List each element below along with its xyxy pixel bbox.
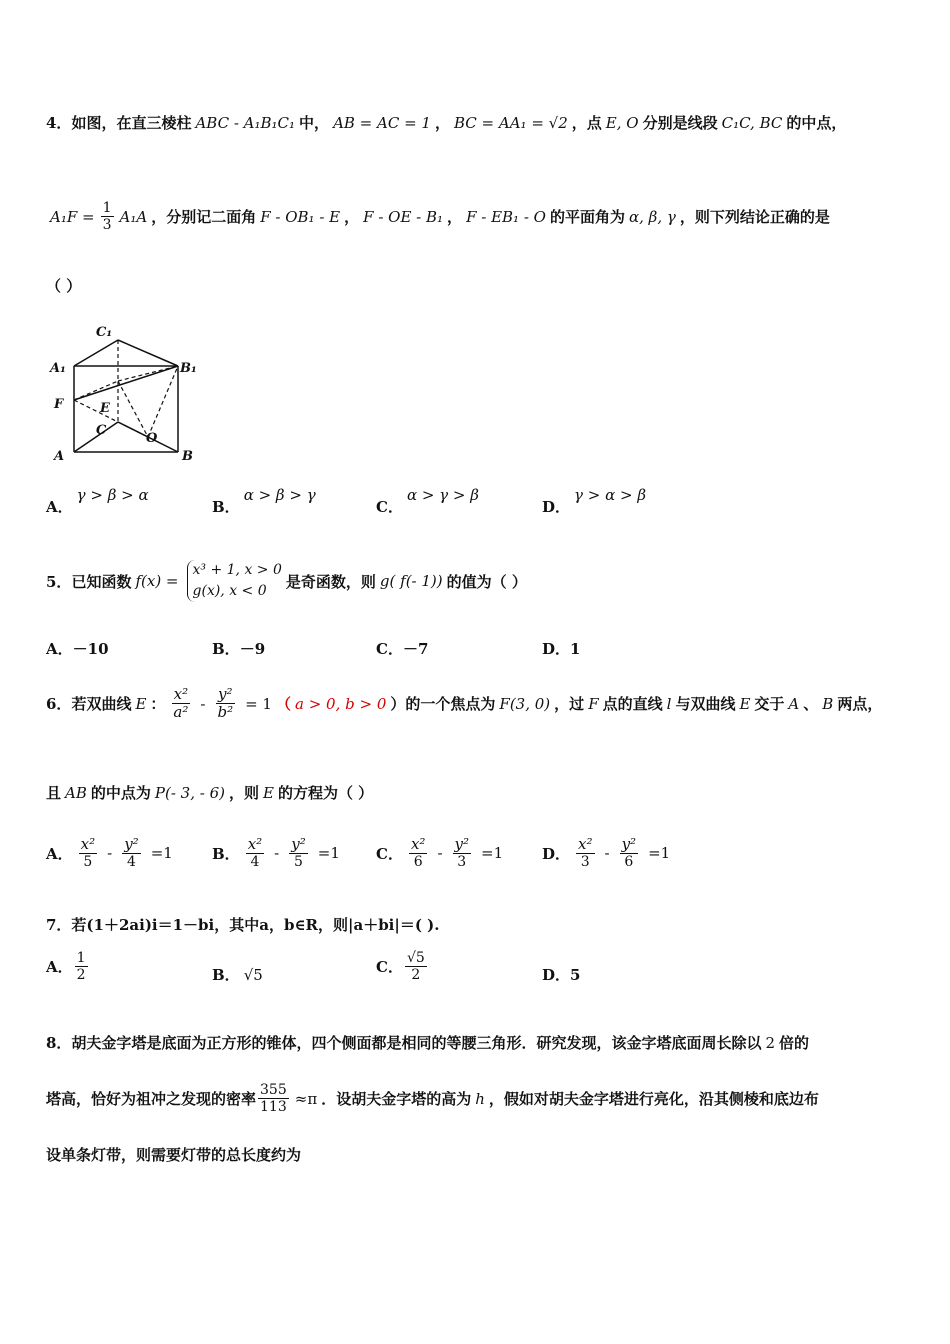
- prism-figure: [40, 316, 210, 466]
- label-c1: C₁: [96, 325, 113, 340]
- q6-text: 的中点为: [90, 784, 151, 802]
- q4-text: 分别是线段: [642, 114, 718, 132]
- option-text: －10: [72, 640, 109, 658]
- q8-text: 设单条灯带，则需要灯带的总长度约为: [46, 1146, 302, 1164]
- option-rhs: =1: [481, 844, 504, 863]
- q8-text: 8．胡夫金字塔是底面为正方形的锥体，四个侧面都是相同的等腰三角形．研究发现，该金字塔底面周长除以: [46, 1034, 762, 1052]
- fraction-numerator: x²: [247, 835, 263, 853]
- option-label: B．: [212, 844, 240, 863]
- q4-text: 中，: [299, 114, 330, 132]
- q5-options: [46, 638, 910, 658]
- q6-number: 6．: [46, 695, 72, 714]
- fraction-denominator: 3: [102, 217, 112, 234]
- option-label: D．: [542, 966, 571, 984]
- fraction-numerator: y²: [124, 835, 139, 853]
- q6-symbol: A: [788, 694, 800, 713]
- q5-line: [46, 560, 910, 602]
- edge-c1b1: [118, 340, 178, 366]
- answer-paren: （ ）: [46, 277, 82, 295]
- label-b1: B₁: [180, 361, 197, 376]
- q5-text: 是奇函数，则: [285, 572, 376, 591]
- option-rhs: =1: [648, 844, 671, 863]
- q4-vector-lhs: A₁F =: [50, 207, 95, 226]
- option-a[interactable]: [46, 836, 177, 870]
- q4-points: E, O: [605, 113, 639, 132]
- q6-line2: [46, 782, 910, 803]
- option-label: B．: [212, 966, 240, 984]
- q6-text: 交于: [754, 695, 785, 714]
- option-text: 1: [570, 639, 581, 658]
- option-label: A．: [46, 958, 73, 977]
- q8-line2: [46, 1082, 910, 1115]
- option-text: －9: [239, 640, 266, 658]
- q6-equals: = 1: [245, 694, 272, 713]
- q4-text: 如图，在直三棱柱: [71, 114, 192, 132]
- minus-sign: -: [107, 844, 113, 863]
- option-label: A．: [46, 640, 73, 658]
- q4-text: 的中点，: [786, 114, 847, 132]
- fraction-numerator: x²: [173, 685, 189, 703]
- option-text: √5: [243, 965, 263, 984]
- q6-paren: （: [275, 695, 291, 714]
- q6-paren: ）: [390, 695, 406, 714]
- fraction-numerator: √5: [406, 950, 425, 966]
- q6-text: 两点，: [837, 695, 883, 714]
- q8-approx: ≈π: [294, 1089, 318, 1108]
- q8-line3: [46, 1144, 910, 1165]
- option-a[interactable]: [46, 638, 109, 659]
- q4-text: ，: [344, 208, 360, 227]
- option-label: D．: [542, 640, 571, 658]
- option-rhs: =1: [317, 844, 340, 863]
- fraction-denominator: 4: [250, 854, 260, 871]
- q6-fraction-x: [167, 686, 194, 722]
- q5-text: 的值为（ ）: [446, 572, 527, 591]
- option-label: D．: [542, 844, 571, 863]
- q4-dihedral-3: F - EB₁ - O: [466, 207, 546, 226]
- q5-number: 5．: [46, 572, 72, 591]
- q6-text: ，则: [228, 784, 259, 802]
- segment-fe: [74, 381, 118, 400]
- option-label: B．: [212, 640, 240, 658]
- label-a: A: [54, 449, 65, 464]
- q6-line1: [46, 686, 910, 722]
- q6-symbol: E: [263, 783, 274, 802]
- q6-focus: F(3, 0): [499, 694, 551, 713]
- fraction-denominator: 3: [580, 854, 590, 871]
- q4-answer-paren: [46, 275, 910, 296]
- fraction-numerator: 1: [76, 950, 86, 966]
- label-b: B: [182, 449, 193, 464]
- q7-options: [46, 950, 910, 996]
- q4-dihedral-2: F - OE - B₁: [363, 207, 444, 226]
- label-c: C: [96, 423, 107, 438]
- option-label: C．: [376, 498, 403, 516]
- fraction-denominator: 4: [126, 854, 136, 871]
- option-d[interactable]: [542, 964, 580, 985]
- option-label: B．: [212, 498, 240, 516]
- q4-text: ，: [434, 114, 450, 132]
- minus-sign: -: [604, 844, 610, 863]
- option-b[interactable]: [212, 836, 344, 870]
- q5-function: f(x) =: [135, 572, 179, 590]
- option-c[interactable]: [376, 950, 429, 983]
- q7-text: 7．若(1＋2ai)i＝1－bi，其中a，b∈R，则|a＋bi|＝( ).: [46, 916, 440, 934]
- option-a[interactable]: [46, 950, 90, 983]
- q6-text: 的一个焦点为: [405, 695, 496, 714]
- option-text: －7: [402, 640, 429, 658]
- fraction-numerator: x²: [80, 835, 96, 853]
- fraction-numerator: 1: [102, 200, 112, 216]
- option-c[interactable]: [376, 485, 483, 517]
- minus-sign: -: [437, 844, 443, 863]
- q6-symbol: E: [739, 694, 751, 713]
- label-e: E: [100, 401, 110, 416]
- fraction-denominator: 2: [411, 967, 421, 984]
- fraction-numerator: x²: [578, 835, 593, 853]
- q4-text: ，: [447, 208, 463, 227]
- q6-text: 的方程为（ ）: [277, 784, 374, 802]
- q8-symbol: h: [475, 1089, 485, 1108]
- option-c[interactable]: [376, 836, 507, 870]
- q6-midpoint: P(- 3, - 6): [154, 783, 225, 802]
- q4-vector-rhs: A₁A: [119, 207, 148, 226]
- q6-text: 、: [803, 695, 819, 714]
- q8-text: ，假如对胡夫金字塔进行亮化，沿其侧棱和底边布: [488, 1090, 819, 1109]
- q6-options: [46, 836, 910, 880]
- option-text: 5: [570, 965, 581, 984]
- label-o: O: [146, 431, 158, 446]
- q4-text: ，分别记二面角: [151, 208, 257, 227]
- q4-fraction: [101, 200, 114, 233]
- q8-fraction: [258, 1082, 289, 1115]
- option-d[interactable]: [542, 485, 650, 517]
- q4-text: 的平面角为: [549, 208, 625, 227]
- fraction-denominator: 2: [76, 967, 86, 984]
- fraction-denominator: a²: [173, 703, 189, 722]
- q6-symbol: E: [135, 694, 147, 713]
- q4-line2: [46, 200, 910, 233]
- fraction-numerator: y²: [454, 835, 470, 853]
- q8-text: ．设胡夫金字塔的高为: [321, 1090, 472, 1109]
- option-text: α > β > γ: [243, 485, 316, 504]
- segment-eo: [118, 381, 148, 437]
- fraction-denominator: 113: [260, 1099, 287, 1116]
- q6-symbol: B: [822, 694, 834, 713]
- option-d[interactable]: [542, 638, 580, 659]
- q4-prism: ABC - A₁B₁C₁: [195, 113, 296, 132]
- q4-angles: α, β, γ: [628, 207, 676, 226]
- q6-condition: a > 0, b > 0: [295, 694, 387, 713]
- option-label: C．: [376, 640, 403, 658]
- segment-ob1: [148, 366, 178, 437]
- option-label: C．: [376, 844, 403, 863]
- option-label: A．: [46, 844, 73, 863]
- fraction-denominator: 6: [624, 854, 634, 871]
- fraction-numerator: y²: [218, 685, 233, 703]
- q8-line1: [46, 1032, 910, 1053]
- case-1: x³ + 1, x > 0: [192, 562, 282, 578]
- q6-fraction-y: [211, 686, 239, 722]
- edge-a1c1: [74, 340, 118, 366]
- minus-sign: -: [274, 844, 280, 863]
- q6-text: 若双曲线: [71, 695, 132, 714]
- q6-symbol: F: [588, 694, 599, 713]
- q6-text: ，过: [554, 695, 585, 714]
- option-rhs: =1: [150, 844, 173, 863]
- fraction-denominator: b²: [217, 703, 234, 722]
- segment-eb1: [118, 366, 178, 381]
- option-label: D．: [542, 498, 571, 516]
- q6-text: 且: [46, 784, 62, 802]
- q6-symbol: AB: [65, 783, 87, 802]
- fraction-numerator: y²: [291, 835, 306, 853]
- option-text: α > γ > β: [406, 485, 479, 504]
- fraction-denominator: 5: [294, 854, 303, 871]
- q4-text: ，点: [571, 114, 602, 132]
- q4-number: 4．: [46, 114, 72, 132]
- option-d[interactable]: [542, 836, 674, 870]
- option-label: A．: [46, 498, 73, 516]
- option-b[interactable]: [212, 485, 320, 517]
- option-b[interactable]: [212, 964, 267, 985]
- q4-dihedral-1: F - OB₁ - E: [260, 207, 341, 226]
- q4-text: ，则下列结论正确的是: [679, 208, 830, 227]
- fraction-numerator: 355: [260, 1082, 287, 1098]
- option-a[interactable]: [46, 485, 153, 517]
- fraction-denominator: 3: [457, 854, 467, 871]
- fraction-denominator: 5: [83, 854, 93, 871]
- piecewise-brace: [187, 560, 282, 602]
- q6-text: ：: [150, 695, 166, 714]
- q5-expression: g( f(- 1)): [379, 572, 443, 590]
- option-c[interactable]: [376, 638, 428, 659]
- q6-symbol: l: [666, 694, 672, 713]
- minus-sign: -: [200, 694, 206, 713]
- label-f: F: [54, 397, 64, 412]
- option-label: C．: [376, 958, 403, 977]
- q4-segments: C₁C, BC: [721, 113, 783, 132]
- q8-number: 2: [765, 1033, 775, 1052]
- q4-line1: [46, 112, 910, 133]
- option-b[interactable]: [212, 638, 265, 659]
- fraction-numerator: x²: [410, 835, 426, 853]
- q8-text: 塔高，恰好为祖冲之发现的密率: [46, 1090, 257, 1109]
- case-2: g(x), x < 0: [192, 583, 267, 599]
- q6-text: 点的直线: [602, 695, 663, 714]
- label-a1: A₁: [50, 361, 66, 376]
- option-text: γ > β > α: [76, 485, 149, 504]
- segment-fo: [74, 400, 148, 437]
- fraction-denominator: 6: [413, 854, 423, 871]
- option-text: γ > α > β: [574, 485, 646, 504]
- q4-options: [46, 485, 910, 524]
- fraction-numerator: y²: [621, 835, 637, 853]
- q8-text: 倍的: [779, 1034, 810, 1052]
- q4-eq2: BC = AA₁ = √2: [454, 113, 568, 132]
- q6-text: 与双曲线: [675, 695, 736, 714]
- q4-eq1: AB = AC = 1: [333, 113, 431, 132]
- q5-text: 已知函数: [71, 572, 132, 591]
- q7-stem: [46, 914, 910, 935]
